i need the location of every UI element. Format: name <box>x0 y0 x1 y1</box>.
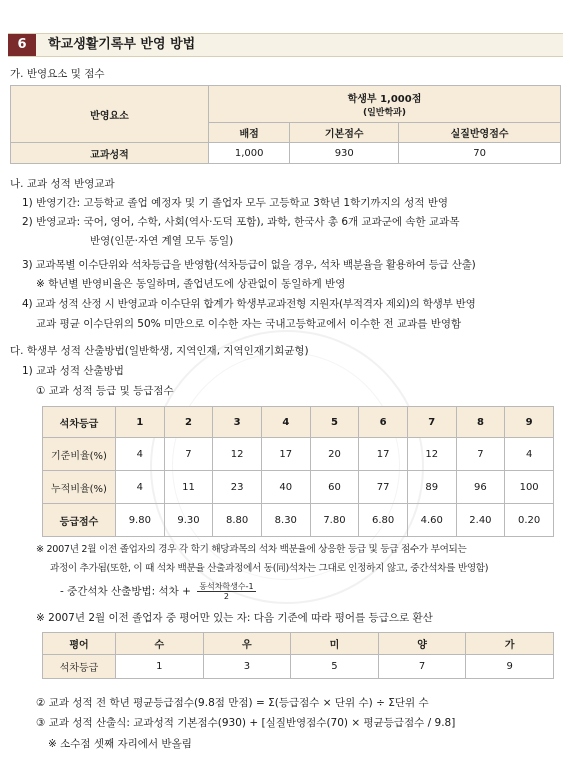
cell: 7 <box>164 438 213 471</box>
th-word-val: 미 <box>291 633 379 655</box>
cell: 40 <box>261 471 310 504</box>
cell: 4 <box>505 438 554 471</box>
row-label: 석차등급 <box>43 655 116 679</box>
cell: 5 <box>291 655 379 679</box>
th-element: 반영요소 <box>11 86 209 143</box>
th-grade-num: 1 <box>116 407 165 438</box>
score-table <box>10 85 561 164</box>
th-word-val: 수 <box>116 633 204 655</box>
heading-na: 나. 교과 성적 반영교과 <box>10 178 115 190</box>
formula-fraction <box>197 582 255 601</box>
cell: 8.80 <box>213 504 262 537</box>
na-item-4: 4) 교과 성적 산정 시 반영교과 이수단위 합계가 학생부교과전형 지원자(부적격자 제외)의 학생부 반영 <box>22 298 476 310</box>
note-1-formula <box>60 582 256 601</box>
row-label: 교과성적 <box>11 143 209 164</box>
cell: 1,000 <box>209 143 290 164</box>
th-word-val: 가 <box>466 633 554 655</box>
cell: 7 <box>456 438 505 471</box>
th-grade-num: 6 <box>359 407 408 438</box>
cell: 77 <box>359 471 408 504</box>
cell: 9.30 <box>164 504 213 537</box>
section-title: 학교생활기록부 반영 방법 <box>48 37 196 52</box>
da-item-1-1: ① 교과 성적 등급 및 등급점수 <box>36 385 174 397</box>
cell: 60 <box>310 471 359 504</box>
cell: 12 <box>213 438 262 471</box>
th-grade-num: 5 <box>310 407 359 438</box>
formula-text: - 중간석차 산출방법: 석차 + <box>60 585 191 598</box>
th-word-val: 양 <box>378 633 466 655</box>
cell: 7.80 <box>310 504 359 537</box>
da-item-1: 1) 교과 성적 산출방법 <box>22 365 124 377</box>
th-word: 평어 <box>43 633 116 655</box>
na-item-4-cont: 교과 평균 이수단위의 50% 미만으로 이수한 자는 국내고등학교에서 이수한 전 교과를 반영함 <box>36 318 462 330</box>
grade-table <box>42 406 554 537</box>
cell: 20 <box>310 438 359 471</box>
cell: 9.80 <box>116 504 165 537</box>
th-grade-num: 3 <box>213 407 262 438</box>
fraction-denominator: 2 <box>223 592 229 601</box>
th-grade-num: 7 <box>407 407 456 438</box>
th-student-record-sub: (일반학과) <box>362 108 406 118</box>
cell: 3 <box>203 655 291 679</box>
heading-da: 다. 학생부 성적 산출방법(일반학생, 지역인재, 지역인재기회균형) <box>10 345 309 357</box>
cell: 0.20 <box>505 504 554 537</box>
cell: 89 <box>407 471 456 504</box>
na-item-2-cont: 반영(인문·자연 계열 모두 동일) <box>90 235 234 247</box>
na-item-3: 3) 교과목별 이수단위와 석차등급을 반영함(석차등급이 없을 경우, 석차 백분율을 활용하여 등급 산출) <box>22 259 476 271</box>
formula-2: ② 교과 성적 전 학년 평균등급점수(9.8점 만점) = Σ(등급점수 × 단위 수) ÷ Σ단위 수 <box>36 697 429 709</box>
cell: 17 <box>261 438 310 471</box>
th-student-record <box>209 86 561 123</box>
th-grade-num: 9 <box>505 407 554 438</box>
cell: 930 <box>290 143 399 164</box>
row-label: 기준비율(%) <box>43 438 116 471</box>
th-grade-num: 8 <box>456 407 505 438</box>
cell: 8.30 <box>261 504 310 537</box>
note-1: ※ 2007년 2월 이전 졸업자의 경우 각 학기 해당과목의 석차 백분율에 상응한 등급 및 등급 점수가 부여되는 <box>36 544 467 555</box>
th-grade-num: 4 <box>261 407 310 438</box>
th-grade-num: 2 <box>164 407 213 438</box>
na-item-2: 2) 반영교과: 국어, 영어, 수학, 사회(역사·도덕 포함), 과학, 한국사 총 6개 교과군에 속한 교과목 <box>22 216 460 228</box>
grade-word-table <box>42 632 554 679</box>
th-col: 실질반영점수 <box>399 123 561 143</box>
formula-3-note: ※ 소수점 셋째 자리에서 반올림 <box>48 738 192 750</box>
cell: 23 <box>213 471 262 504</box>
cell: 1 <box>116 655 204 679</box>
heading-ga: 가. 반영요소 및 점수 <box>10 68 105 80</box>
cell: 96 <box>456 471 505 504</box>
na-item-3-note: ※ 학년별 반영비율은 동일하며, 졸업년도에 상관없이 동일하게 반영 <box>36 278 346 290</box>
cell: 70 <box>399 143 561 164</box>
fraction-numerator: 동석차학생수-1 <box>199 582 254 591</box>
cell: 17 <box>359 438 408 471</box>
section-header <box>8 33 563 57</box>
cell: 100 <box>505 471 554 504</box>
cell: 11 <box>164 471 213 504</box>
note-2: ※ 2007년 2월 이전 졸업자 중 평어만 있는 자: 다음 기준에 따라 평어를 등급으로 환산 <box>36 612 433 624</box>
cell: 4.60 <box>407 504 456 537</box>
formula-3: ③ 교과 성적 산출식: 교과성적 기본점수(930) + [실질반영점수(70) × 평균등급점수 / 9.8] <box>36 717 456 729</box>
cell: 12 <box>407 438 456 471</box>
cell: 4 <box>116 438 165 471</box>
cell: 9 <box>466 655 554 679</box>
cell: 2.40 <box>456 504 505 537</box>
cell: 7 <box>378 655 466 679</box>
note-1-cont: 과정이 추가됨(또한, 이 때 석차 백분율 산출과정에서 동(同)석차는 그대로 인정하지 않고, 중간석차를 반영함) <box>50 563 489 574</box>
th-col: 배점 <box>209 123 290 143</box>
cell: 6.80 <box>359 504 408 537</box>
th-student-record-main: 학생부 1,000점 <box>347 94 422 105</box>
th-grade: 석차등급 <box>43 407 116 438</box>
cell: 4 <box>116 471 165 504</box>
row-label: 누적비율(%) <box>43 471 116 504</box>
th-col: 기본점수 <box>290 123 399 143</box>
row-label: 등급점수 <box>43 504 116 537</box>
na-item-1: 1) 반영기간: 고등학교 졸업 예정자 및 기 졸업자 모두 고등학교 3학년 1학기까지의 성적 반영 <box>22 197 449 209</box>
section-number: 6 <box>8 34 36 56</box>
th-word-val: 우 <box>203 633 291 655</box>
